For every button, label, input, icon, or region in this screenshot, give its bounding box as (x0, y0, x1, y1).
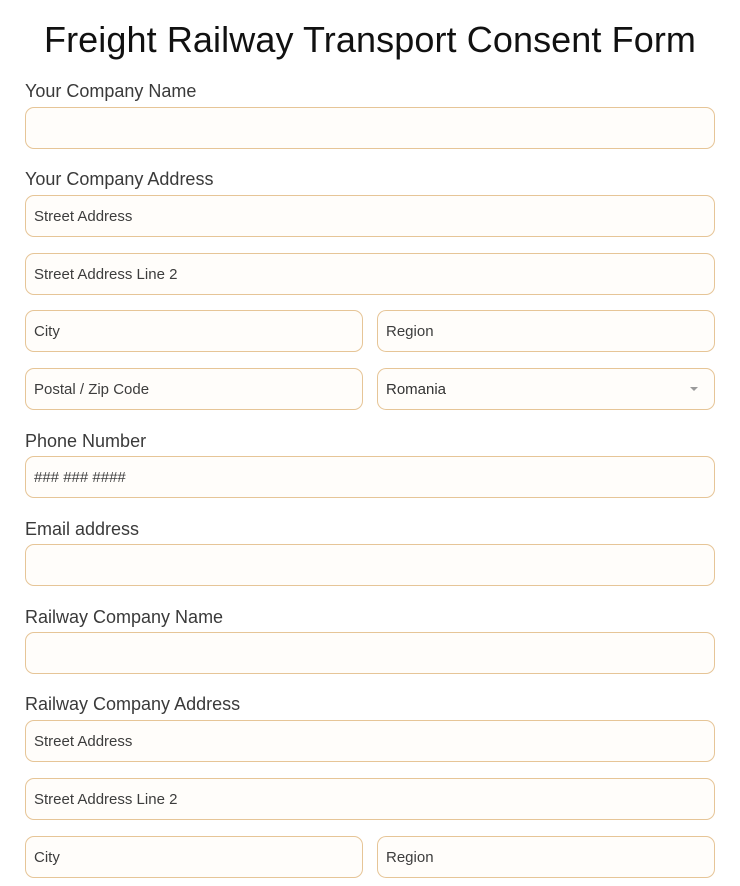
company-name-label: Your Company Name (25, 81, 197, 101)
railway-company-name-label: Railway Company Name (25, 607, 224, 627)
phone-number-input[interactable] (25, 456, 715, 498)
railway-region-input[interactable] (377, 836, 715, 878)
company-country-select[interactable] (377, 368, 715, 410)
company-region-input[interactable] (377, 310, 715, 352)
company-name-input[interactable] (25, 107, 715, 149)
railway-company-name-input[interactable] (25, 632, 715, 674)
railway-company-address-label: Railway Company Address (25, 694, 241, 714)
railway-city-input[interactable] (25, 836, 363, 878)
email-address-input[interactable] (25, 544, 715, 586)
company-city-input[interactable] (25, 310, 363, 352)
company-address-label: Your Company Address (25, 169, 214, 189)
phone-number-label: Phone Number (25, 431, 147, 451)
company-postal-code-input[interactable] (25, 368, 363, 410)
railway-street-address-input[interactable] (25, 720, 715, 762)
email-address-label: Email address (25, 519, 140, 539)
page-title: Freight Railway Transport Consent Form (43, 19, 697, 60)
railway-street-address-line2-input[interactable] (25, 778, 715, 820)
company-street-address-input[interactable] (25, 195, 715, 237)
company-street-address-line2-input[interactable] (25, 253, 715, 295)
company-country-selected-value: Romania (386, 380, 447, 398)
chevron-down-icon (690, 387, 698, 391)
